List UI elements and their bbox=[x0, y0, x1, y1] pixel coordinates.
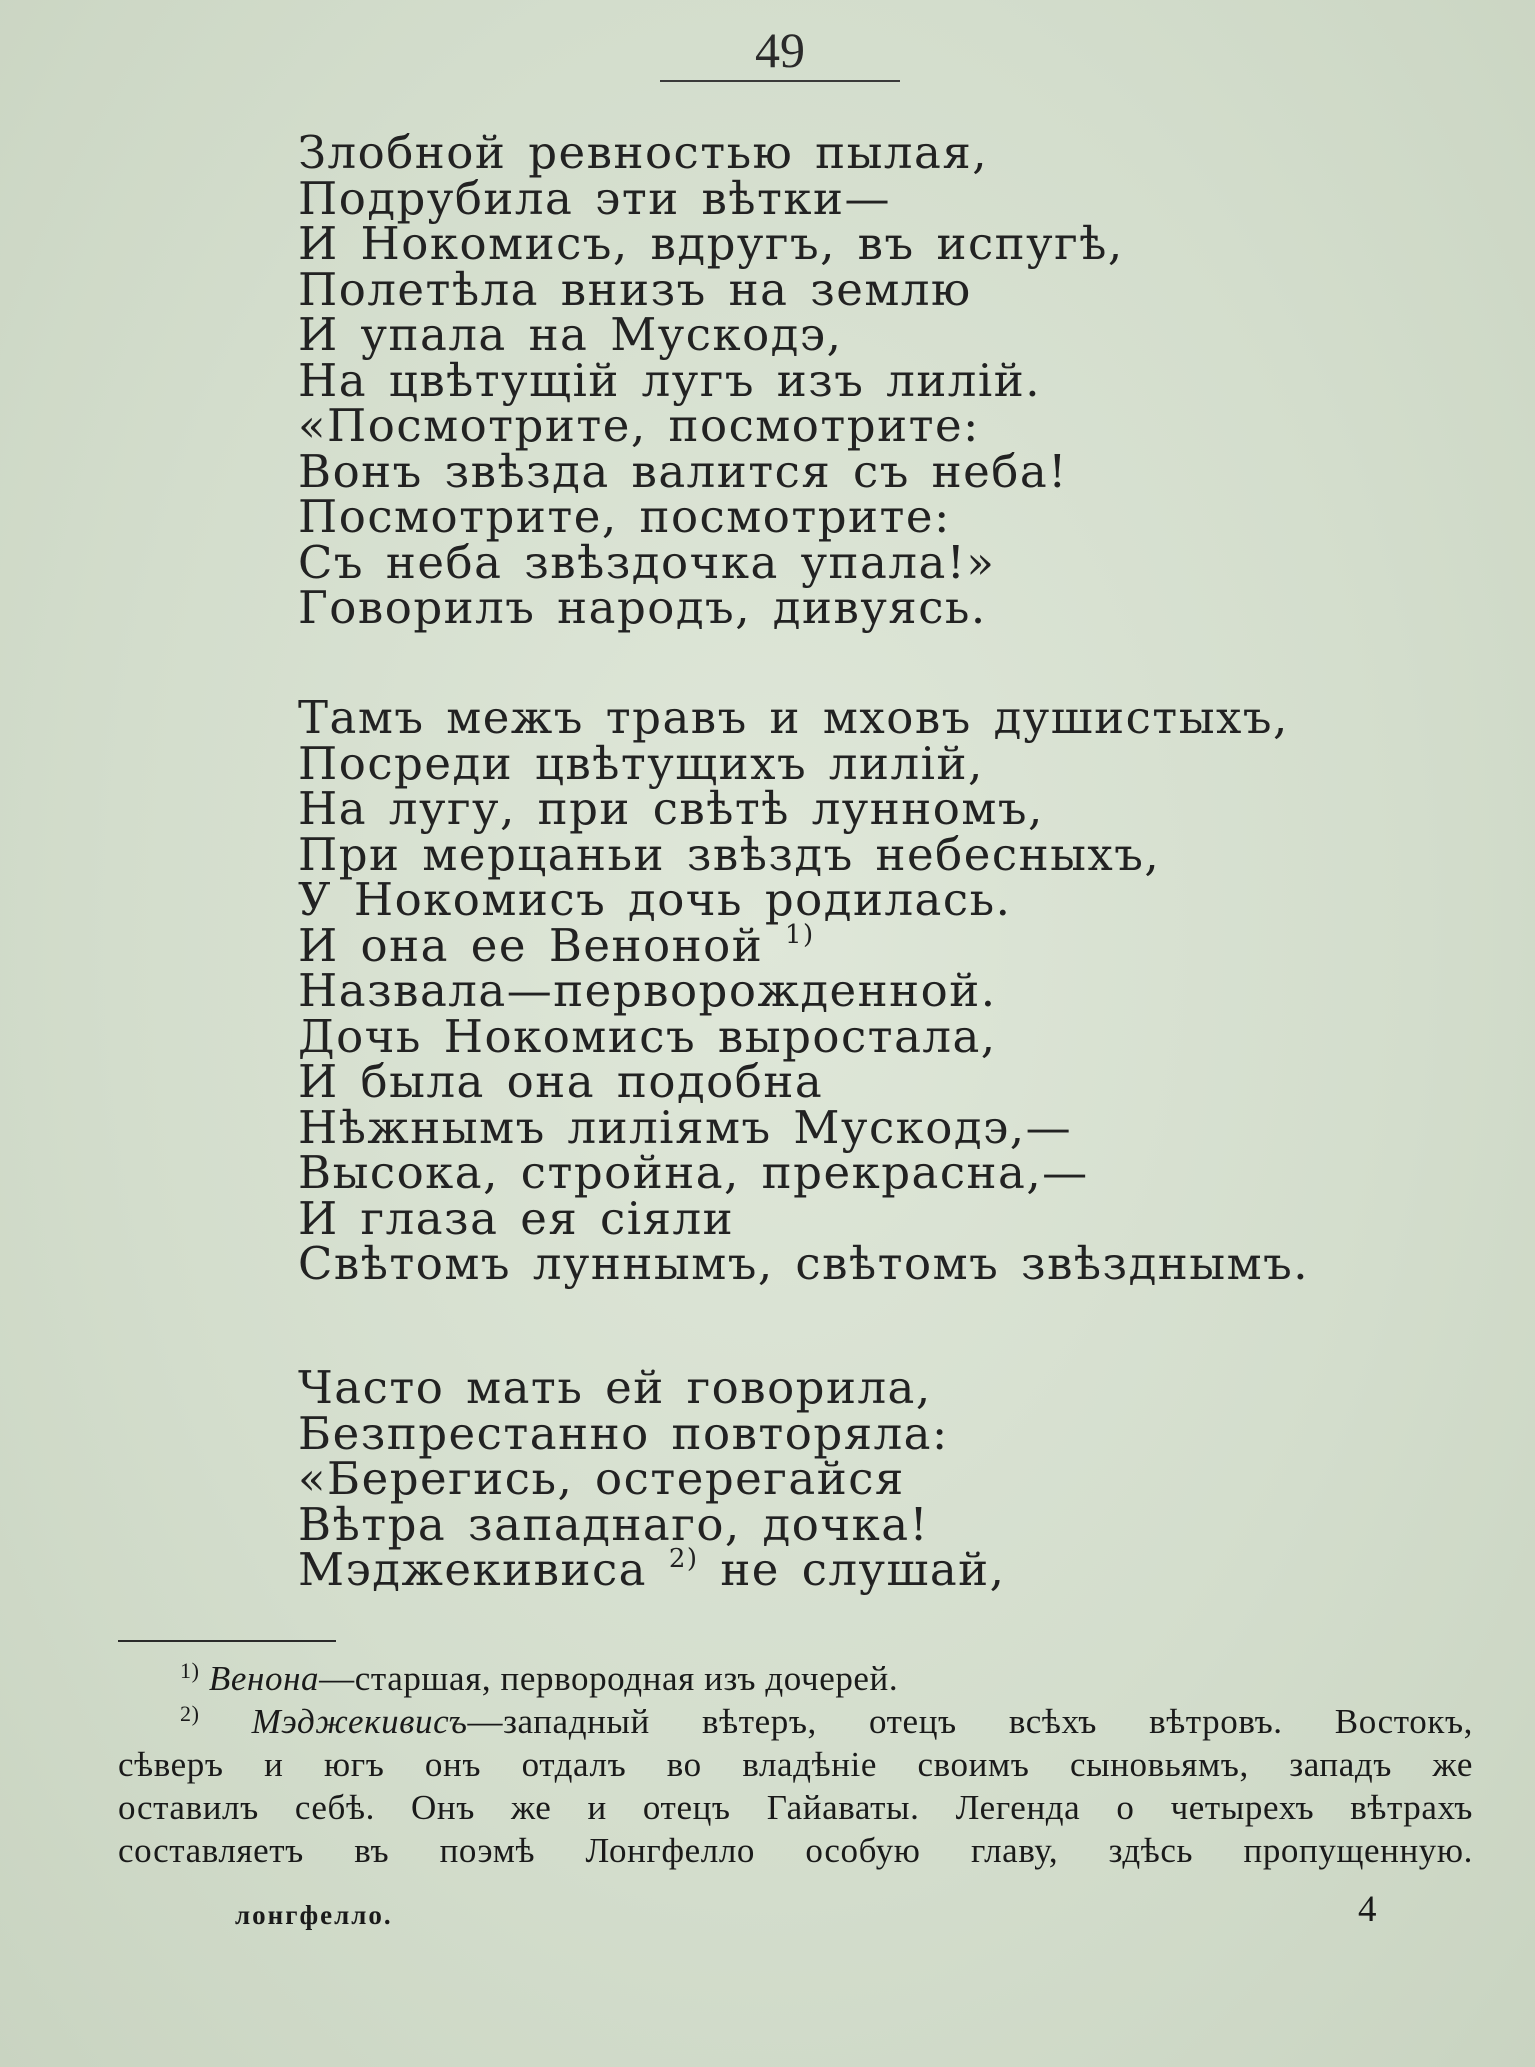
footnote-2-continuation: составляетъ въ поэмѣ Лонгфелло особую главу, здѣсь пропущенную. bbox=[118, 1831, 1473, 1870]
footnote-mark: 2) bbox=[180, 1701, 200, 1726]
header-rule bbox=[660, 80, 900, 82]
verse-line: Полетѣла внизъ на землю bbox=[298, 262, 972, 316]
stanza-2 bbox=[298, 691, 1310, 1290]
verse-line: И была она подобна bbox=[298, 1055, 824, 1108]
footnote-2 bbox=[118, 1700, 1473, 1743]
verse-line: На цвѣтущій лугъ изъ лилій. bbox=[298, 353, 1042, 407]
stanza-1 bbox=[298, 126, 1298, 634]
verse-line: Назвала—перворожденной. bbox=[298, 964, 997, 1017]
verse-line: Часто мать ей говорила, bbox=[298, 1361, 932, 1414]
verse-line: Высока, стройна, прекрасна,— bbox=[298, 1146, 1089, 1199]
footnote-text: —западный вѣтеръ, отецъ всѣхъ вѣтровъ. Востокъ, bbox=[467, 1702, 1473, 1741]
verse-line: Безпрестанно повторяла: bbox=[298, 1406, 949, 1460]
verse-line: Съ неба звѣздочка упала!» bbox=[298, 535, 996, 589]
footnote-ref-1: 1) bbox=[785, 919, 815, 950]
verse-line: И Нокомисъ, вдругъ, въ испугѣ, bbox=[298, 217, 1124, 270]
verse-line: На лугу, при свѣтѣ лунномъ, bbox=[298, 782, 1044, 835]
signature-sheet-number: 4 bbox=[1358, 1889, 1377, 1930]
verse-line: Посреди цвѣтущихъ лилій, bbox=[298, 736, 984, 790]
verse-line: И глаза ея сіяли bbox=[298, 1191, 735, 1245]
footnote-1 bbox=[118, 1657, 1473, 1700]
footnote-2-continuation: сѣверъ и югъ онъ отдалъ во владѣніе своимъ сыновьямъ, западъ же bbox=[118, 1745, 1473, 1784]
verse-line: «Берегись, остерегайся bbox=[298, 1452, 905, 1505]
footnote-text: —старшая, первородная изъ дочерей. bbox=[319, 1659, 899, 1698]
stanza-3 bbox=[298, 1361, 1298, 1596]
verse-line-text: не слушай, bbox=[720, 1543, 1006, 1596]
footnote-rule bbox=[118, 1640, 336, 1642]
verse-line: Злобной ревностью пылая, bbox=[298, 126, 989, 179]
verse-line: Посмотрите, посмотрите: bbox=[298, 490, 951, 543]
verse-line: Говорилъ народъ, дивуясь. bbox=[298, 581, 987, 634]
verse-line-with-footnote bbox=[298, 918, 1298, 972]
footnote-2-continuation: оставилъ себѣ. Онъ же и отецъ Гайаваты. Легенда о четырехъ вѣтрахъ bbox=[118, 1788, 1473, 1827]
verse-line-text: И она ее Веноной bbox=[298, 918, 764, 972]
verse-line-with-footnote bbox=[298, 1543, 1298, 1596]
verse-line: Тамъ межъ травъ и мховъ душистыхъ, bbox=[298, 691, 1289, 744]
footnote-term: Венона bbox=[208, 1659, 320, 1698]
verse-line: И упала на Мускодэ, bbox=[298, 308, 843, 361]
verse-line: У Нокомисъ дочь родилась. bbox=[298, 873, 1012, 926]
footnote-ref-2: 2) bbox=[668, 1544, 699, 1574]
signature-label: лонгфелло. bbox=[235, 1900, 393, 1930]
verse-line: Свѣтомъ луннымъ, свѣтомъ звѣзднымъ. bbox=[298, 1237, 1310, 1290]
verse-line: Вѣтра западнаго, дочка! bbox=[298, 1497, 930, 1551]
verse-line: Подрубила эти вѣтки— bbox=[298, 171, 892, 225]
verse-line: При мерцаньи звѣздъ небесныхъ, bbox=[298, 827, 1161, 881]
footnotes bbox=[118, 1657, 1473, 1872]
footnote-mark: 1) bbox=[180, 1658, 200, 1683]
verse-line-text: Мэджекивиса bbox=[298, 1543, 647, 1596]
verse-line: Дочь Нокомисъ выростала, bbox=[298, 1009, 997, 1063]
page-number: 49 bbox=[755, 22, 805, 78]
verse-line: «Посмотрите, посмотрите: bbox=[298, 399, 980, 452]
verse-line: Нѣжнымъ лиліямъ Мускодэ,— bbox=[298, 1100, 1073, 1154]
verse-line: Вонъ звѣзда валится съ неба! bbox=[298, 444, 1068, 498]
footnote-term: Мэджекивисъ bbox=[251, 1702, 468, 1741]
